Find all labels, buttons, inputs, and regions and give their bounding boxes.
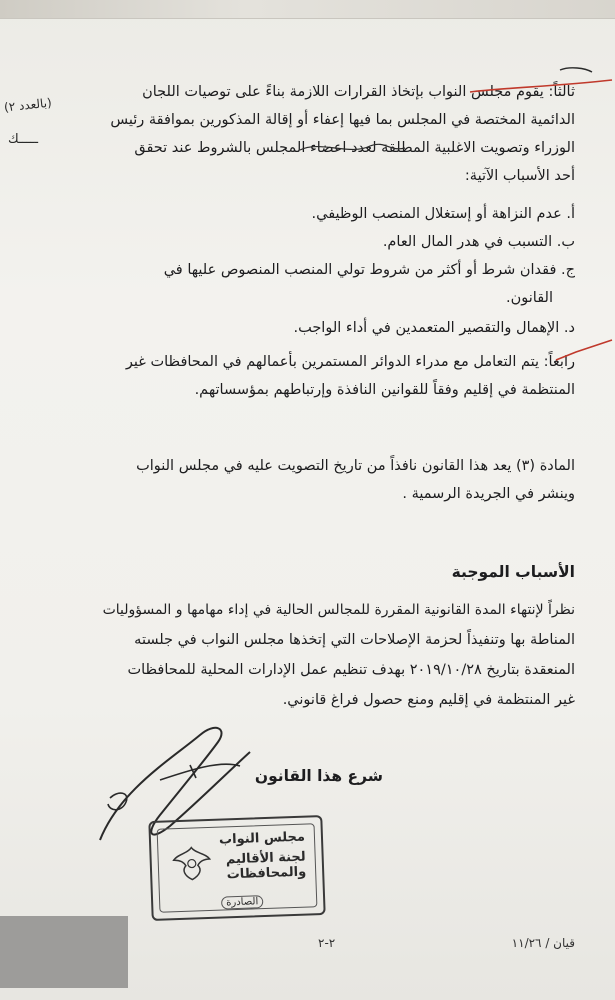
list-item-d: د. الإهمال والتقصير المتعمدين في أداء الواجب. (293, 320, 575, 336)
paragraph-3-line-2: الدائمية المختصة في المجلس بما فيها إعفاء أو إقالة المذكورين بموافقة رئيس (110, 112, 575, 128)
stamp-line-2: لجنة الأقاليم والمحافظات (225, 849, 307, 883)
reasons-line-2: المناطة بها وتنفيذاً لحزمة الإصلاحات التي إتخذها مجلس النواب في جلسته (134, 632, 575, 648)
article-3-line-2: وينشر في الجريدة الرسمية . (402, 486, 575, 502)
pen-underline-mark (560, 68, 592, 72)
stamp-line-1: مجلس النواب (218, 829, 306, 848)
margin-note-handwritten: ـــــك (8, 132, 38, 147)
page-number: ٢-٢ (318, 936, 336, 950)
top-edge-strip (0, 0, 615, 19)
reasons-line-4: غير المنتظمة في إقليم ومنع حصول فراغ قانوني. (282, 692, 575, 708)
stamp-line-3: الصادرة (221, 895, 264, 909)
reasons-heading: الأسباب الموجبة (451, 563, 575, 581)
article-3-line-1: المادة (٣) يعد هذا القانون نافذاً من تاريخ التصويت عليه في مجلس النواب (136, 458, 575, 474)
reasons-line-3: المنعقدة بتاريخ ٢٠١٩/١٠/٢٨ بهدف تنظيم عمل الإدارات المحلية للمحافظات (127, 662, 575, 678)
official-stamp (148, 815, 325, 921)
margin-note-left: (بالعدد ٢) (3, 95, 53, 115)
paragraph-4-line-1: رابعاً: يتم التعامل مع مدراء الدوائر المستمرين بأعمالهم في المحافظات غير (125, 354, 575, 370)
list-item-c: ج. فقدان شرط أو أكثر من شروط تولي المنصب المنصوص عليها في (163, 262, 575, 278)
footer-reference: قيان / ١١/٢٦ (511, 936, 575, 950)
closing-text: شرع هذا القانون (254, 767, 383, 785)
redaction-block (0, 916, 128, 988)
list-item-b: ب. التسبب في هدر المال العام. (382, 234, 575, 250)
paragraph-3-line-3: الوزراء وتصويت الاغلبية المطلقة لعدد اعضاء المجلس بالشروط عند تحقق (134, 140, 575, 156)
paragraph-3-line-4: أحد الأسباب الآتية: (464, 168, 575, 184)
paragraph-3-line-1: ثالثاً: يقوم مجلس النواب بإتخاذ القرارات اللازمة بناءً على توصيات اللجان (142, 84, 575, 100)
list-item-a: أ. عدم النزاهة أو إستغلال المنصب الوظيفي. (311, 206, 575, 222)
list-item-c-cont: القانون. (506, 290, 553, 306)
paragraph-4-line-2: المنتظمة في إقليم وفقاً للقوانين النافذة وإرتباطهم بمؤسساتهم. (194, 382, 575, 398)
reasons-line-1: نظراً لإنتهاء المدة القانونية المقررة للمجالس الحالية في إداء مهامها و المسؤوليات (102, 602, 575, 618)
